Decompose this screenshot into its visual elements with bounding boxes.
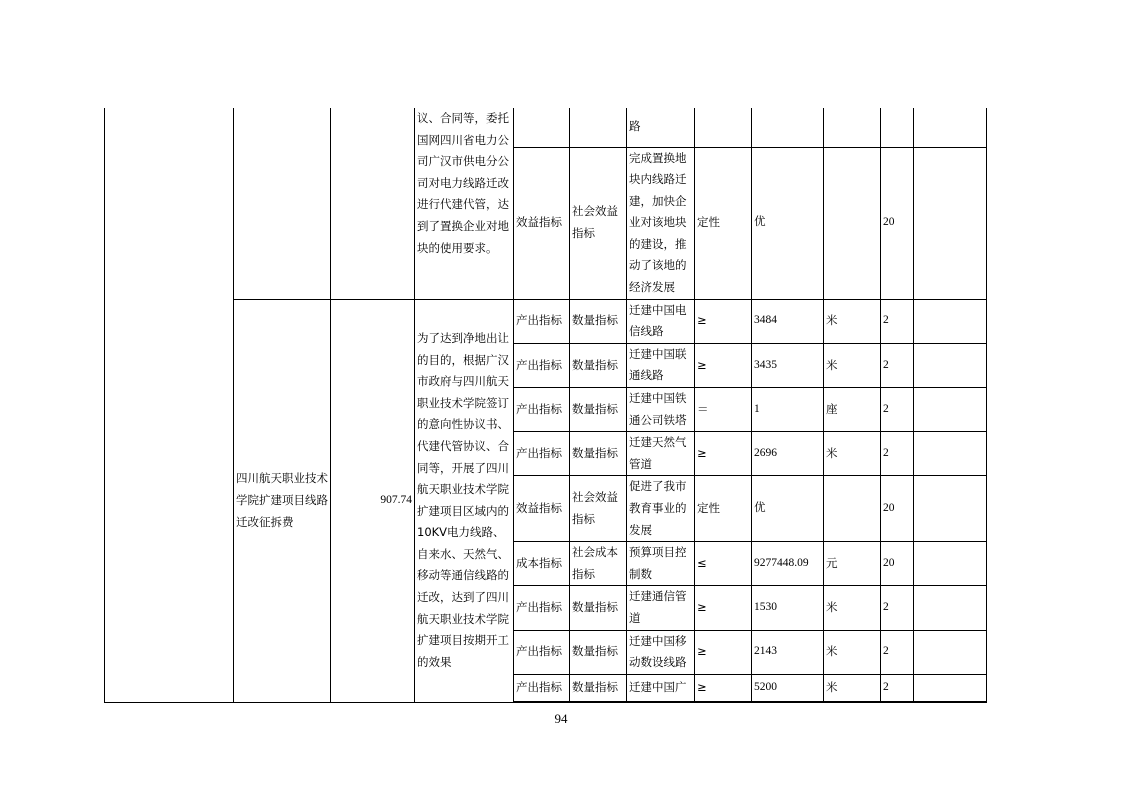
unit-cell: 座 bbox=[824, 388, 881, 432]
score-cell: 20 bbox=[881, 542, 914, 586]
target-value-cell: 优 bbox=[752, 147, 824, 299]
comparison-operator-cell bbox=[695, 108, 752, 147]
goal-description-cell: 为了达到净地出让的目的，根据广汉市政府与四川航天职业技术学院签订的意向性协议书、代建代管协议、合同等，开展了四川航天职业技术学院扩建项目区域内的10KV电力线路、自来水、天然气、移动等通信线路的迁改，达到了四川航天职业技术学院扩建项目按期开工的效果 bbox=[415, 299, 514, 702]
comparison-operator-cell: ≥ bbox=[695, 432, 752, 476]
remark-cell bbox=[914, 343, 987, 387]
indicator-category-cell: 成本指标 bbox=[514, 542, 570, 586]
indicator-name-cell: 路 bbox=[627, 108, 695, 147]
indicator-subcategory-cell: 社会效益指标 bbox=[570, 147, 627, 299]
target-value-cell: 9277448.09 bbox=[752, 542, 824, 586]
indicator-subcategory-cell bbox=[570, 108, 627, 147]
indicator-subcategory-cell: 数量指标 bbox=[570, 432, 627, 476]
target-value-cell bbox=[752, 108, 824, 147]
unit-cell: 米 bbox=[824, 299, 881, 343]
unit-cell: 米 bbox=[824, 674, 881, 702]
unit-cell: 米 bbox=[824, 586, 881, 630]
score-cell: 20 bbox=[881, 476, 914, 542]
indicator-category-cell: 产出指标 bbox=[514, 343, 570, 387]
indicator-name-cell: 迁建中国铁通公司铁塔 bbox=[627, 388, 695, 432]
indicator-subcategory-cell: 社会成本指标 bbox=[570, 542, 627, 586]
remark-cell bbox=[914, 586, 987, 630]
unit-cell bbox=[824, 147, 881, 299]
remark-cell bbox=[914, 542, 987, 586]
comparison-operator-cell: ＝ bbox=[695, 388, 752, 432]
department-cell bbox=[105, 108, 234, 702]
indicator-name-cell: 迁建中国电信线路 bbox=[627, 299, 695, 343]
score-cell: 2 bbox=[881, 586, 914, 630]
target-value-cell: 2696 bbox=[752, 432, 824, 476]
indicator-subcategory-cell: 数量指标 bbox=[570, 343, 627, 387]
indicator-name-cell: 迁建中国联通线路 bbox=[627, 343, 695, 387]
remark-cell bbox=[914, 147, 987, 299]
indicator-category-cell: 产出指标 bbox=[514, 432, 570, 476]
score-cell: 2 bbox=[881, 630, 914, 674]
indicator-name-cell: 预算项目控制数 bbox=[627, 542, 695, 586]
remark-cell bbox=[914, 299, 987, 343]
target-value-cell: 3484 bbox=[752, 299, 824, 343]
table-row bbox=[105, 299, 987, 343]
score-cell: 2 bbox=[881, 432, 914, 476]
indicator-category-cell: 产出指标 bbox=[514, 630, 570, 674]
unit-cell bbox=[824, 108, 881, 147]
score-cell bbox=[881, 108, 914, 147]
indicator-name-cell: 迁建中国移动数设线路 bbox=[627, 630, 695, 674]
indicator-category-cell: 效益指标 bbox=[514, 476, 570, 542]
target-value-cell: 2143 bbox=[752, 630, 824, 674]
remark-cell bbox=[914, 388, 987, 432]
indicator-subcategory-cell: 数量指标 bbox=[570, 674, 627, 702]
indicator-name-cell: 迁建通信管道 bbox=[627, 586, 695, 630]
score-cell: 2 bbox=[881, 674, 914, 702]
amount-cell: 907.74 bbox=[331, 299, 415, 702]
remark-cell bbox=[914, 432, 987, 476]
indicator-subcategory-cell: 数量指标 bbox=[570, 299, 627, 343]
unit-cell: 米 bbox=[824, 630, 881, 674]
target-value-cell: 优 bbox=[752, 476, 824, 542]
performance-table bbox=[104, 108, 987, 703]
score-cell: 2 bbox=[881, 388, 914, 432]
comparison-operator-cell: ≥ bbox=[695, 343, 752, 387]
table-body bbox=[105, 108, 987, 702]
page-number: 94 bbox=[554, 711, 568, 726]
remark-cell bbox=[914, 630, 987, 674]
score-cell: 2 bbox=[881, 299, 914, 343]
indicator-subcategory-cell: 数量指标 bbox=[570, 388, 627, 432]
remark-cell bbox=[914, 476, 987, 542]
unit-cell: 米 bbox=[824, 343, 881, 387]
unit-cell: 米 bbox=[824, 432, 881, 476]
unit-cell: 元 bbox=[824, 542, 881, 586]
indicator-category-cell bbox=[514, 108, 570, 147]
indicator-subcategory-cell: 数量指标 bbox=[570, 586, 627, 630]
indicator-name-cell: 迁建中国广 bbox=[627, 674, 695, 702]
remark-cell bbox=[914, 674, 987, 702]
target-value-cell: 1 bbox=[752, 388, 824, 432]
indicator-category-cell: 产出指标 bbox=[514, 388, 570, 432]
comparison-operator-cell: ≥ bbox=[695, 299, 752, 343]
score-cell: 2 bbox=[881, 343, 914, 387]
comparison-operator-cell: ≥ bbox=[695, 674, 752, 702]
table-row bbox=[105, 108, 987, 147]
target-value-cell: 5200 bbox=[752, 674, 824, 702]
indicator-name-cell: 迁建天然气管道 bbox=[627, 432, 695, 476]
indicator-name-cell: 完成置换地块内线路迁建，加快企业对该地块的建设，推动了该地的经济发展 bbox=[627, 147, 695, 299]
comparison-operator-cell: ≥ bbox=[695, 586, 752, 630]
indicator-category-cell: 产出指标 bbox=[514, 586, 570, 630]
score-cell: 20 bbox=[881, 147, 914, 299]
project-name-cell bbox=[234, 108, 331, 299]
remark-cell bbox=[914, 108, 987, 147]
indicator-subcategory-cell: 社会效益指标 bbox=[570, 476, 627, 542]
target-value-cell: 1530 bbox=[752, 586, 824, 630]
indicator-category-cell: 效益指标 bbox=[514, 147, 570, 299]
amount-cell bbox=[331, 108, 415, 299]
comparison-operator-cell: ≤ bbox=[695, 542, 752, 586]
target-value-cell: 3435 bbox=[752, 343, 824, 387]
indicator-category-cell: 产出指标 bbox=[514, 674, 570, 702]
comparison-operator-cell: 定性 bbox=[695, 476, 752, 542]
comparison-operator-cell: ≥ bbox=[695, 630, 752, 674]
goal-description-cell: 议、合同等，委托国网四川省电力公司广汉市供电分公司对电力线路迁改进行代建代管，达到了置换企业对地块的使用要求。 bbox=[415, 108, 514, 299]
indicator-name-cell: 促进了我市教育事业的发展 bbox=[627, 476, 695, 542]
unit-cell bbox=[824, 476, 881, 542]
project-name-cell: 四川航天职业技术学院扩建项目线路迁改征拆费 bbox=[234, 299, 331, 702]
comparison-operator-cell: 定性 bbox=[695, 147, 752, 299]
indicator-subcategory-cell: 数量指标 bbox=[570, 630, 627, 674]
indicator-category-cell: 产出指标 bbox=[514, 299, 570, 343]
